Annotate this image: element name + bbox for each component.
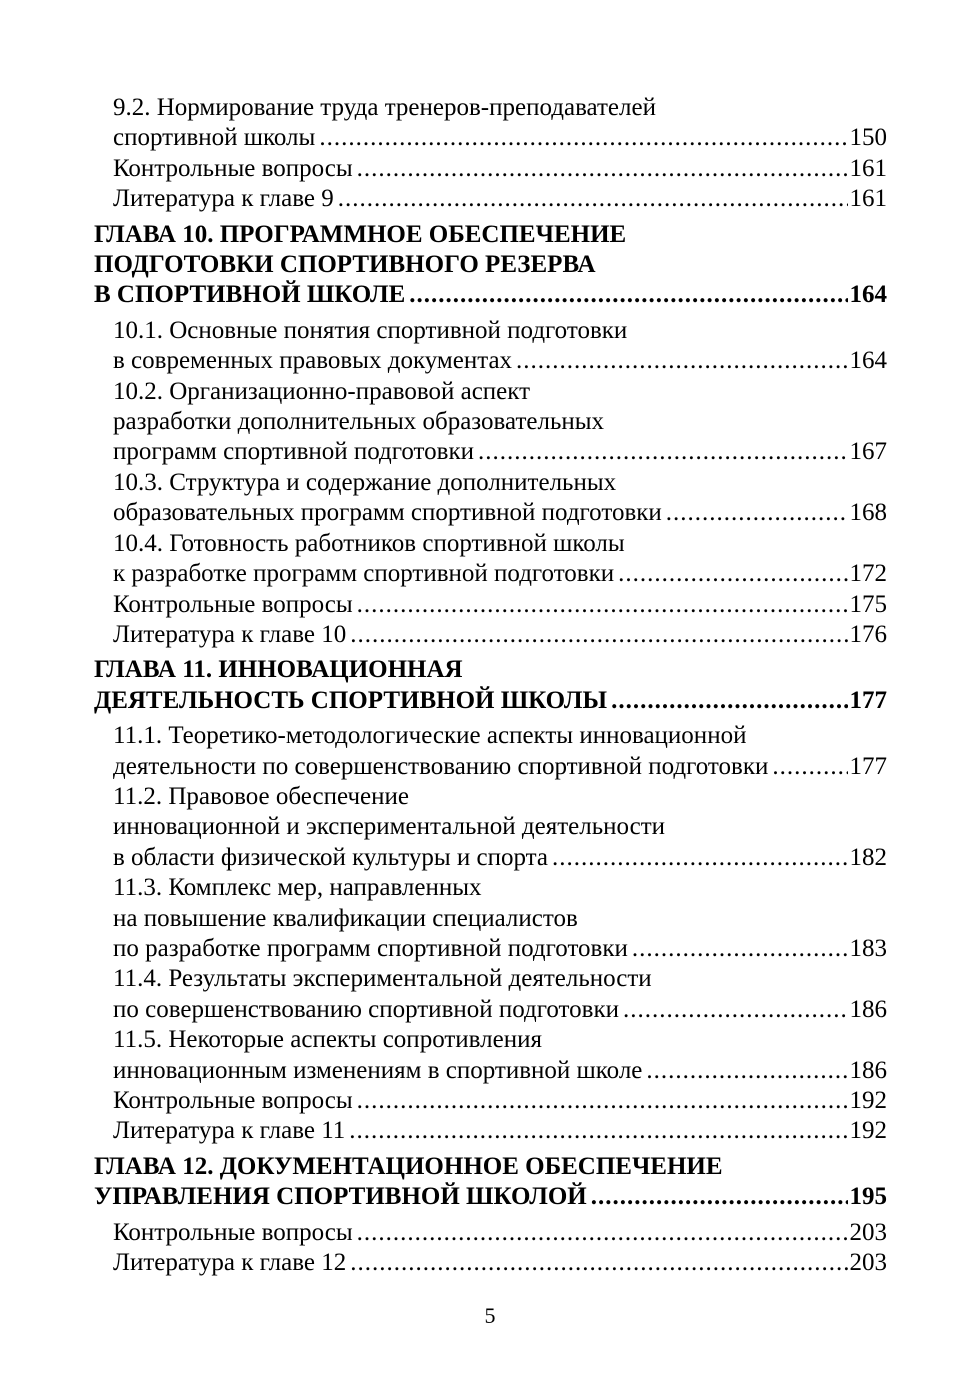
toc-entry-leader-row — [113, 123, 887, 153]
toc-entry-leader-row — [113, 1116, 887, 1146]
toc-entry-leader-row — [113, 437, 887, 467]
toc-entry-title-line: УПРАВЛЕНИЯ СПОРТИВНОЙ ШКОЛОЙ — [94, 1183, 587, 1211]
toc-entry-title-line: Контрольные вопросы — [113, 590, 353, 618]
toc-entry — [94, 316, 887, 377]
toc-entry-leader-row — [113, 934, 887, 964]
toc-entry-title-line: Литература к главе 11 — [113, 1117, 346, 1145]
toc-entry-title-line: В СПОРТИВНОЙ ШКОЛЕ — [94, 281, 406, 309]
toc-entry-leader-row — [113, 498, 887, 528]
toc-entry — [94, 782, 887, 873]
toc-entry-title-line: спортивной школы — [113, 124, 316, 152]
dot-leader — [623, 995, 848, 1025]
toc-entry-title-line: инновационной и экспериментальной деятельности — [113, 813, 666, 841]
toc-entry-title-line: 11.2. Правовое обеспечение — [113, 782, 409, 810]
toc-page-number: 176 — [849, 620, 887, 648]
dot-leader — [666, 498, 848, 528]
dot-leader — [611, 686, 847, 716]
toc-entry-leader-row — [113, 752, 887, 782]
toc-entry — [94, 590, 887, 620]
dot-leader — [357, 1086, 848, 1116]
dot-leader — [350, 1248, 847, 1278]
toc-entry — [94, 154, 887, 184]
toc-entry — [94, 184, 887, 214]
toc-entry-leader-row — [113, 559, 887, 589]
dot-leader — [591, 1182, 848, 1212]
toc-entry-leader-row — [113, 590, 887, 620]
toc-entry-title-line: по совершенствованию спортивной подготовки — [113, 995, 619, 1023]
dot-leader — [409, 280, 847, 310]
toc-entry-title-line: программ спортивной подготовки — [113, 438, 474, 466]
toc-page-number: 175 — [849, 590, 887, 618]
toc-page-number: 186 — [849, 1056, 887, 1084]
toc-page-number: 186 — [849, 995, 887, 1023]
toc-chapter-entry — [94, 655, 887, 716]
dot-leader — [338, 184, 848, 214]
toc-entry-title-line: Контрольные вопросы — [113, 154, 353, 182]
toc-entry-title-line: на повышение квалификации специалистов — [113, 904, 578, 932]
toc-entry-title-line: 10.1. Основные понятия спортивной подготовки — [113, 316, 628, 344]
toc-page-number: 192 — [849, 1087, 887, 1114]
toc-entry — [94, 468, 887, 529]
toc-entry-title-line: в современных правовых документах — [113, 347, 513, 375]
toc-chapter-entry — [94, 1152, 887, 1213]
toc-page-number: 177 — [849, 752, 887, 780]
toc-entry — [94, 964, 887, 1025]
toc-page-number: 172 — [849, 560, 887, 588]
toc-entry-title-line: Литература к главе 12 — [113, 1249, 347, 1277]
toc-page-number: 183 — [849, 934, 887, 962]
toc-page-number: 177 — [849, 686, 887, 714]
toc-entry-title-line: ГЛАВА 12. ДОКУМЕНТАЦИОННОЕ ОБЕСПЕЧЕНИЕ — [94, 1152, 723, 1180]
toc-entry-title-line: разработки дополнительных образовательных — [113, 408, 605, 436]
toc-entry-title-line: Контрольные вопросы — [113, 1087, 353, 1114]
toc-entry-title-line: ДЕЯТЕЛЬНОСТЬ СПОРТИВНОЙ ШКОЛЫ — [94, 686, 608, 714]
toc-entry-leader-row — [113, 154, 887, 184]
toc-entry-leader-row — [113, 1086, 887, 1116]
toc-entry-leader-row — [113, 346, 887, 376]
toc-entry — [94, 1218, 887, 1248]
toc-entry — [94, 1025, 887, 1086]
table-of-contents — [94, 93, 887, 1278]
dot-leader — [349, 1116, 847, 1146]
toc-page-number: 161 — [849, 185, 887, 213]
toc-entry-leader-row — [94, 1182, 887, 1212]
dot-leader — [516, 346, 847, 376]
toc-entry-title-line: 10.4. Готовность работников спортивной школы — [113, 529, 625, 557]
toc-entry-title-line: 10.2. Организационно-правовой аспект — [113, 377, 531, 405]
toc-entry-title-line: 11.4. Результаты экспериментальной деятельности — [113, 965, 652, 993]
toc-entry-leader-row — [113, 1056, 887, 1086]
toc-page-number: 164 — [849, 281, 887, 309]
toc-entry — [94, 93, 887, 154]
toc-entry-leader-row — [94, 280, 887, 310]
toc-entry-title-line: в области физической культуры и спорта — [113, 843, 548, 871]
toc-chapter-entry — [94, 220, 887, 311]
dot-leader — [552, 843, 848, 873]
toc-page-number: 192 — [849, 1117, 887, 1145]
toc-entry-leader-row — [113, 1248, 887, 1278]
toc-entry-title-line: ПОДГОТОВКИ СПОРТИВНОГО РЕЗЕРВА — [94, 251, 596, 279]
toc-entry — [94, 1086, 887, 1116]
toc-entry-title-line: 9.2. Нормирование труда тренеров-преподавателей — [113, 94, 656, 121]
toc-page-number: 195 — [849, 1183, 887, 1211]
dot-leader — [632, 934, 848, 964]
toc-entry-title-line: Литература к главе 10 — [113, 620, 347, 648]
dot-leader — [618, 559, 847, 589]
toc-page-number: 168 — [849, 499, 887, 527]
toc-entry-leader-row — [113, 184, 887, 214]
toc-entry-leader-row — [113, 995, 887, 1025]
toc-entry-title-line: деятельности по совершенствованию спортивной подготовки — [113, 752, 769, 780]
dot-leader — [646, 1056, 847, 1086]
toc-entry-title-line: Литература к главе 9 — [113, 185, 334, 213]
toc-entry — [94, 377, 887, 468]
toc-entry-title-line: Контрольные вопросы — [113, 1218, 353, 1246]
toc-page-number: 203 — [849, 1218, 887, 1246]
toc-page-number: 164 — [849, 347, 887, 375]
toc-entry-leader-row — [113, 620, 887, 650]
dot-leader — [319, 123, 847, 153]
toc-entry-title-line: образовательных программ спортивной подготовки — [113, 499, 662, 527]
toc-entry-title-line: ГЛАВА 10. ПРОГРАММНОЕ ОБЕСПЕЧЕНИЕ — [94, 220, 627, 248]
toc-page-number: 150 — [849, 124, 887, 152]
dot-leader — [478, 437, 848, 467]
toc-entry-title-line: 11.5. Некоторые аспекты сопротивления — [113, 1026, 542, 1054]
toc-entry — [94, 529, 887, 590]
toc-entry-title-line: инновационным изменениям в спортивной школе — [113, 1056, 643, 1084]
toc-entry — [94, 1116, 887, 1146]
toc-entry — [94, 620, 887, 650]
dot-leader — [357, 154, 848, 184]
toc-page-number: 203 — [849, 1249, 887, 1277]
toc-entry — [94, 873, 887, 964]
dot-leader — [350, 620, 847, 650]
toc-entry — [94, 1248, 887, 1278]
toc-entry-title-line: 10.3. Структура и содержание дополнительных — [113, 468, 617, 496]
toc-page-number: 167 — [849, 438, 887, 466]
dot-leader — [357, 1218, 848, 1248]
toc-entry-title-line: по разработке программ спортивной подготовки — [113, 934, 628, 962]
dot-leader — [357, 590, 848, 620]
toc-entry — [94, 721, 887, 782]
toc-entry-leader-row — [113, 843, 887, 873]
toc-entry-title-line: 11.1. Теоретико-методологические аспекты инновационной — [113, 722, 747, 750]
toc-entry-title-line: к разработке программ спортивной подготовки — [113, 560, 615, 588]
toc-entry-title-line: 11.3. Комплекс мер, направленных — [113, 874, 482, 902]
toc-entry-title-line: ГЛАВА 11. ИННОВАЦИОННАЯ — [94, 656, 463, 684]
toc-page-number: 182 — [849, 843, 887, 871]
toc-page-number: 161 — [849, 154, 887, 182]
dot-leader — [772, 752, 847, 782]
toc-entry-leader-row — [113, 1218, 887, 1248]
toc-entry-leader-row — [94, 686, 887, 716]
page-number: 5 — [484, 1303, 496, 1328]
